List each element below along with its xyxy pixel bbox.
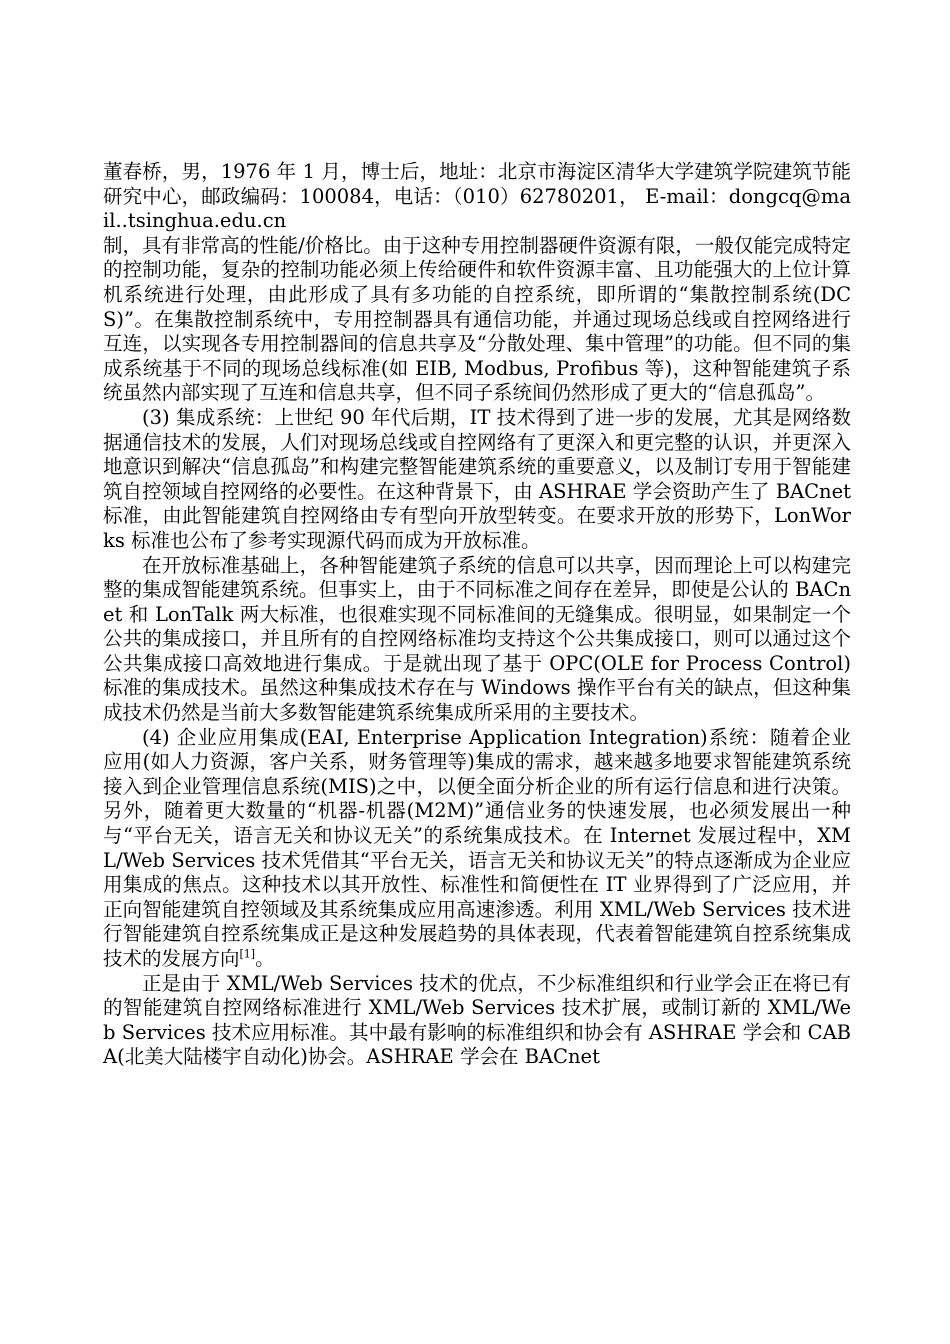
paragraph-2: (3) 集成系统：上世纪 90 年代后期，IT 技术得到了进一步的发展，尤其是网络数据通信技术的发展，人们对现场总线或自控网络有了更深入和更完整的认识，并更深入地意识到解决“信息孤岛”和构建完整智能建筑系统的重要意义，以及制订专用于智能建筑自控领域自控网络的必要性。在这种背景下，由 ASHRAE 学会资助产生了 BACnet 标准，由此智能建筑自控网络由专有型向开放型转变。在要求开放的形势下，LonWorks 标准也公布了参考实现源代码而成为开放标准。: [103, 405, 851, 552]
paragraph-4: [103, 726, 851, 972]
paragraph-5: 正是由于 XML/Web Services 技术的优点，不少标准组织和行业学会正在将已有的智能建筑自控网络标准进行 XML/Web Services 技术扩展，或制订新的 XML/Web Services 技术应用标准。其中最有影响的标准组织和协会有 ASHRAE 学会和 CABA(北美大陆楼宇自动化)协会。ASHRAE 学会在 BACnet: [103, 971, 851, 1069]
paragraph-4-text: (4) 企业应用集成(EAI, Enterprise Application Integration)系统：随着企业应用(如人力资源，客户关系，财务管理等)集成的需求，越来越多地要求智能建筑系统接入到企业管理信息系统(MIS)之中，以便全面分析企业的所有运行信息和进行决策。另外，随着更大数量的“机器-机器(M2M)”通信业务的快速发展，也必须发展出一种与“平台无关，语言无关和协议无关”的系统集成技术。在 Internet 发展过程中，XML/Web Services 技术凭借其“平台无关，语言无关和协议无关”的特点逐渐成为企业应用集成的焦点。这种技术以其开放性、标准性和简便性在 IT 业界得到了广泛应用，并正向智能建筑自控领域及其系统集成应用高速渗透。利用 XML/Web Services 技术进行智能建筑自控系统集成正是这种发展趋势的具体表现，代表着智能建筑自控系统集成技术的发展方向: [103, 725, 851, 970]
citation-ref[interactable]: [1]: [239, 947, 256, 961]
paragraph-3: 在开放标准基础上，各种智能建筑子系统的信息可以共享，因而理论上可以构建完整的集成智能建筑系统。但事实上，由于不同标准之间存在差异，即使是公认的 BACnet 和 LonTalk 两大标准，也很难实现不同标准间的无缝集成。很明显，如果制定一个公共的集成接口，并且所有的自控网络标准均支持这个公共集成接口，则可以通过这个公共集成接口高效地进行集成。于是就出现了基于 OPC(OLE for Process Control)标准的集成技术。虽然这种集成技术存在与 Windows 操作平台有关的缺点，但这种集成技术仍然是当前大多数智能建筑系统集成所采用的主要技术。: [103, 553, 851, 725]
paragraph-4-tail: 。: [255, 947, 275, 970]
document-body: [103, 160, 851, 1070]
paragraph-1: 制，具有非常高的性能/价格比。由于这种专用控制器硬件资源有限，一般仅能完成特定的控制功能，复杂的控制功能必须上传给硬件和软件资源丰富、且功能强大的上位计算机系统进行处理，由此形成了具有多功能的自控系统，即所谓的“集散控制系统(DCS)”。在集散控制系统中，专用控制器具有通信功能，并通过现场总线或自控网络进行互连，以实现各专用控制器间的信息共享及“分散处理、集中管理”的功能。但不同的集成系统基于不同的现场总线标准(如 EIB, Modbus, Profibus 等)，这种智能建筑子系统虽然内部实现了互连和信息共享，但不同子系统间仍然形成了更大的“信息孤岛”。: [103, 233, 851, 405]
author-note: 董春桥，男，1976 年 1 月，博士后，地址：北京市海淀区清华大学建筑学院建筑节能研究中心，邮政编码：100084，电话：（010）62780201， E-mail：dongcq@mail..tsinghua.edu.cn: [103, 160, 851, 233]
